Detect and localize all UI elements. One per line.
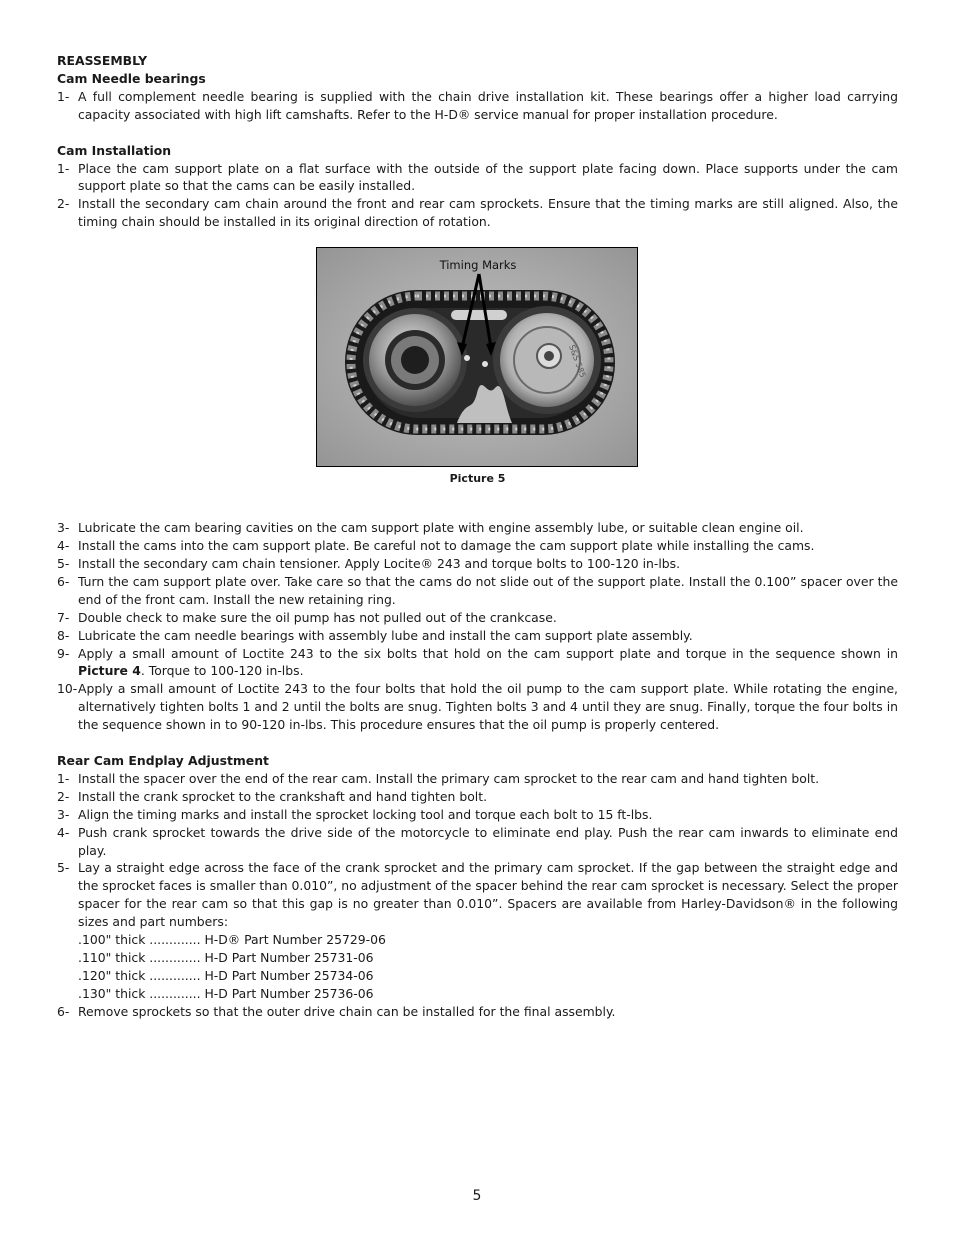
list-item: 9- Apply a small amount of Loctite 243 to the six bolts that hold on the cam support plate and torque in the sequence shown in Picture 4. Torque to 100-120 in-lbs. <box>57 645 898 679</box>
section-title-needle: Cam Needle bearings <box>57 70 206 86</box>
list-item: 7- Double check to make sure the oil pump has not pulled out of the crankcase. <box>57 609 557 625</box>
page-heading: REASSEMBLY <box>57 53 148 68</box>
list-item: 1- Install the spacer over the end of the rear cam. Install the primary cam sprocket to the rear cam and hand tighten bolt. <box>57 770 820 786</box>
section-title-install: Cam Installation <box>57 142 172 158</box>
spacer-row: .100" thick ............. H-D® Part Number 25729-06 <box>78 932 386 948</box>
list-item: 6- Remove sprockets so that the outer drive chain can be installed for the final assembly. <box>57 1003 616 1019</box>
section-title-endplay: Rear Cam Endplay Adjustment <box>57 753 269 769</box>
list-item: 5- Install the secondary cam chain tensioner. Apply Locite® 243 and torque bolts to 100-120 in-lbs. <box>57 555 681 571</box>
list-item: 3- Lubricate the cam bearing cavities on the cam support plate with engine assembly lube, or suitable clean engine oil. <box>57 520 804 536</box>
cam-chain-photo <box>316 247 638 467</box>
page-number: 5 <box>472 1188 482 1204</box>
list-item: 2- Install the secondary cam chain around the front and rear cam sprockets. Ensure that the timing marks are still aligned. Also, the timing chain should be installed in its original direction of rotation. <box>57 196 898 230</box>
list-item: 5- Lay a straight edge across the face of the crank sprocket and the primary cam sprocket. If the gap between the straight edge and the sprocket faces is smaller than 0.010”, no adjustment of the spacer behind the rear cam sprocket is necessary. Select the proper spacer for the rear cam so that this gap is no greater than 0.010”. Spacers are available from Harley-Davidson® in the following sizes and part numbers: <box>57 860 898 930</box>
picture-reference: Picture 4 <box>78 663 141 679</box>
spacer-row: .110" thick ............. H-D Part Number 25731-06 <box>78 950 374 965</box>
figure <box>57 247 898 509</box>
list-item: 3- Align the timing marks and install the sprocket locking tool and torque each bolt to 15 ft-lbs. <box>57 806 653 822</box>
figure-caption: Picture 5 <box>449 472 506 486</box>
list-item: 4- Install the cams into the cam support plate. Be careful not to damage the cam support plate while installing the cams. <box>57 538 815 554</box>
cam-stamp: S&S 585 <box>567 343 588 379</box>
list-item: 6- Turn the cam support plate over. Take care so that the cams do not slide out of the support plate. Install the 0.100” spacer over the end of the front cam. Install the new retaining ring. <box>57 573 898 607</box>
list-item: 8- Lubricate the cam needle bearings with assembly lube and install the cam support plate assembly. <box>57 627 693 643</box>
list-item: 4- Push crank sprocket towards the drive side of the motorcycle to eliminate end play. Push the rear cam inwards to eliminate end play. <box>57 824 898 858</box>
spacer-row: .120" thick ............. H-D Part Number 25734-06 <box>78 967 374 983</box>
spacer-row: .130" thick ............. H-D Part Number 25736-06 <box>78 985 374 1001</box>
list-item: 1- A full complement needle bearing is supplied with the chain drive installation kit. These bearings offer a higher load carrying capacity associated with high lift camshafts. Refer to the H-D® service manual for proper installation procedure. <box>57 88 898 122</box>
page-content <box>57 52 898 1021</box>
list-item: 10- Apply a small amount of Loctite 243 to the four bolts that hold the oil pump to the cam support plate. While rotating the engine, alternatively tighten bolts 1 and 2 until the bolts are snug. Tighten bolts 3 and 4 until they are snug. Finally, torque the four bolts in the sequence shown in to 90-120 in-lbs. This procedure ensures that the oil pump is properly centered. <box>57 681 898 733</box>
list-item: 1- Place the cam support plate on a flat surface with the outside of the support plate facing down. Place supports under the cam support plate so that the cams can be easily installed. <box>57 160 898 194</box>
timing-marks-label: Timing Marks <box>439 258 517 273</box>
list-item: 2- Install the crank sprocket to the crankshaft and hand tighten bolt. <box>57 788 488 804</box>
